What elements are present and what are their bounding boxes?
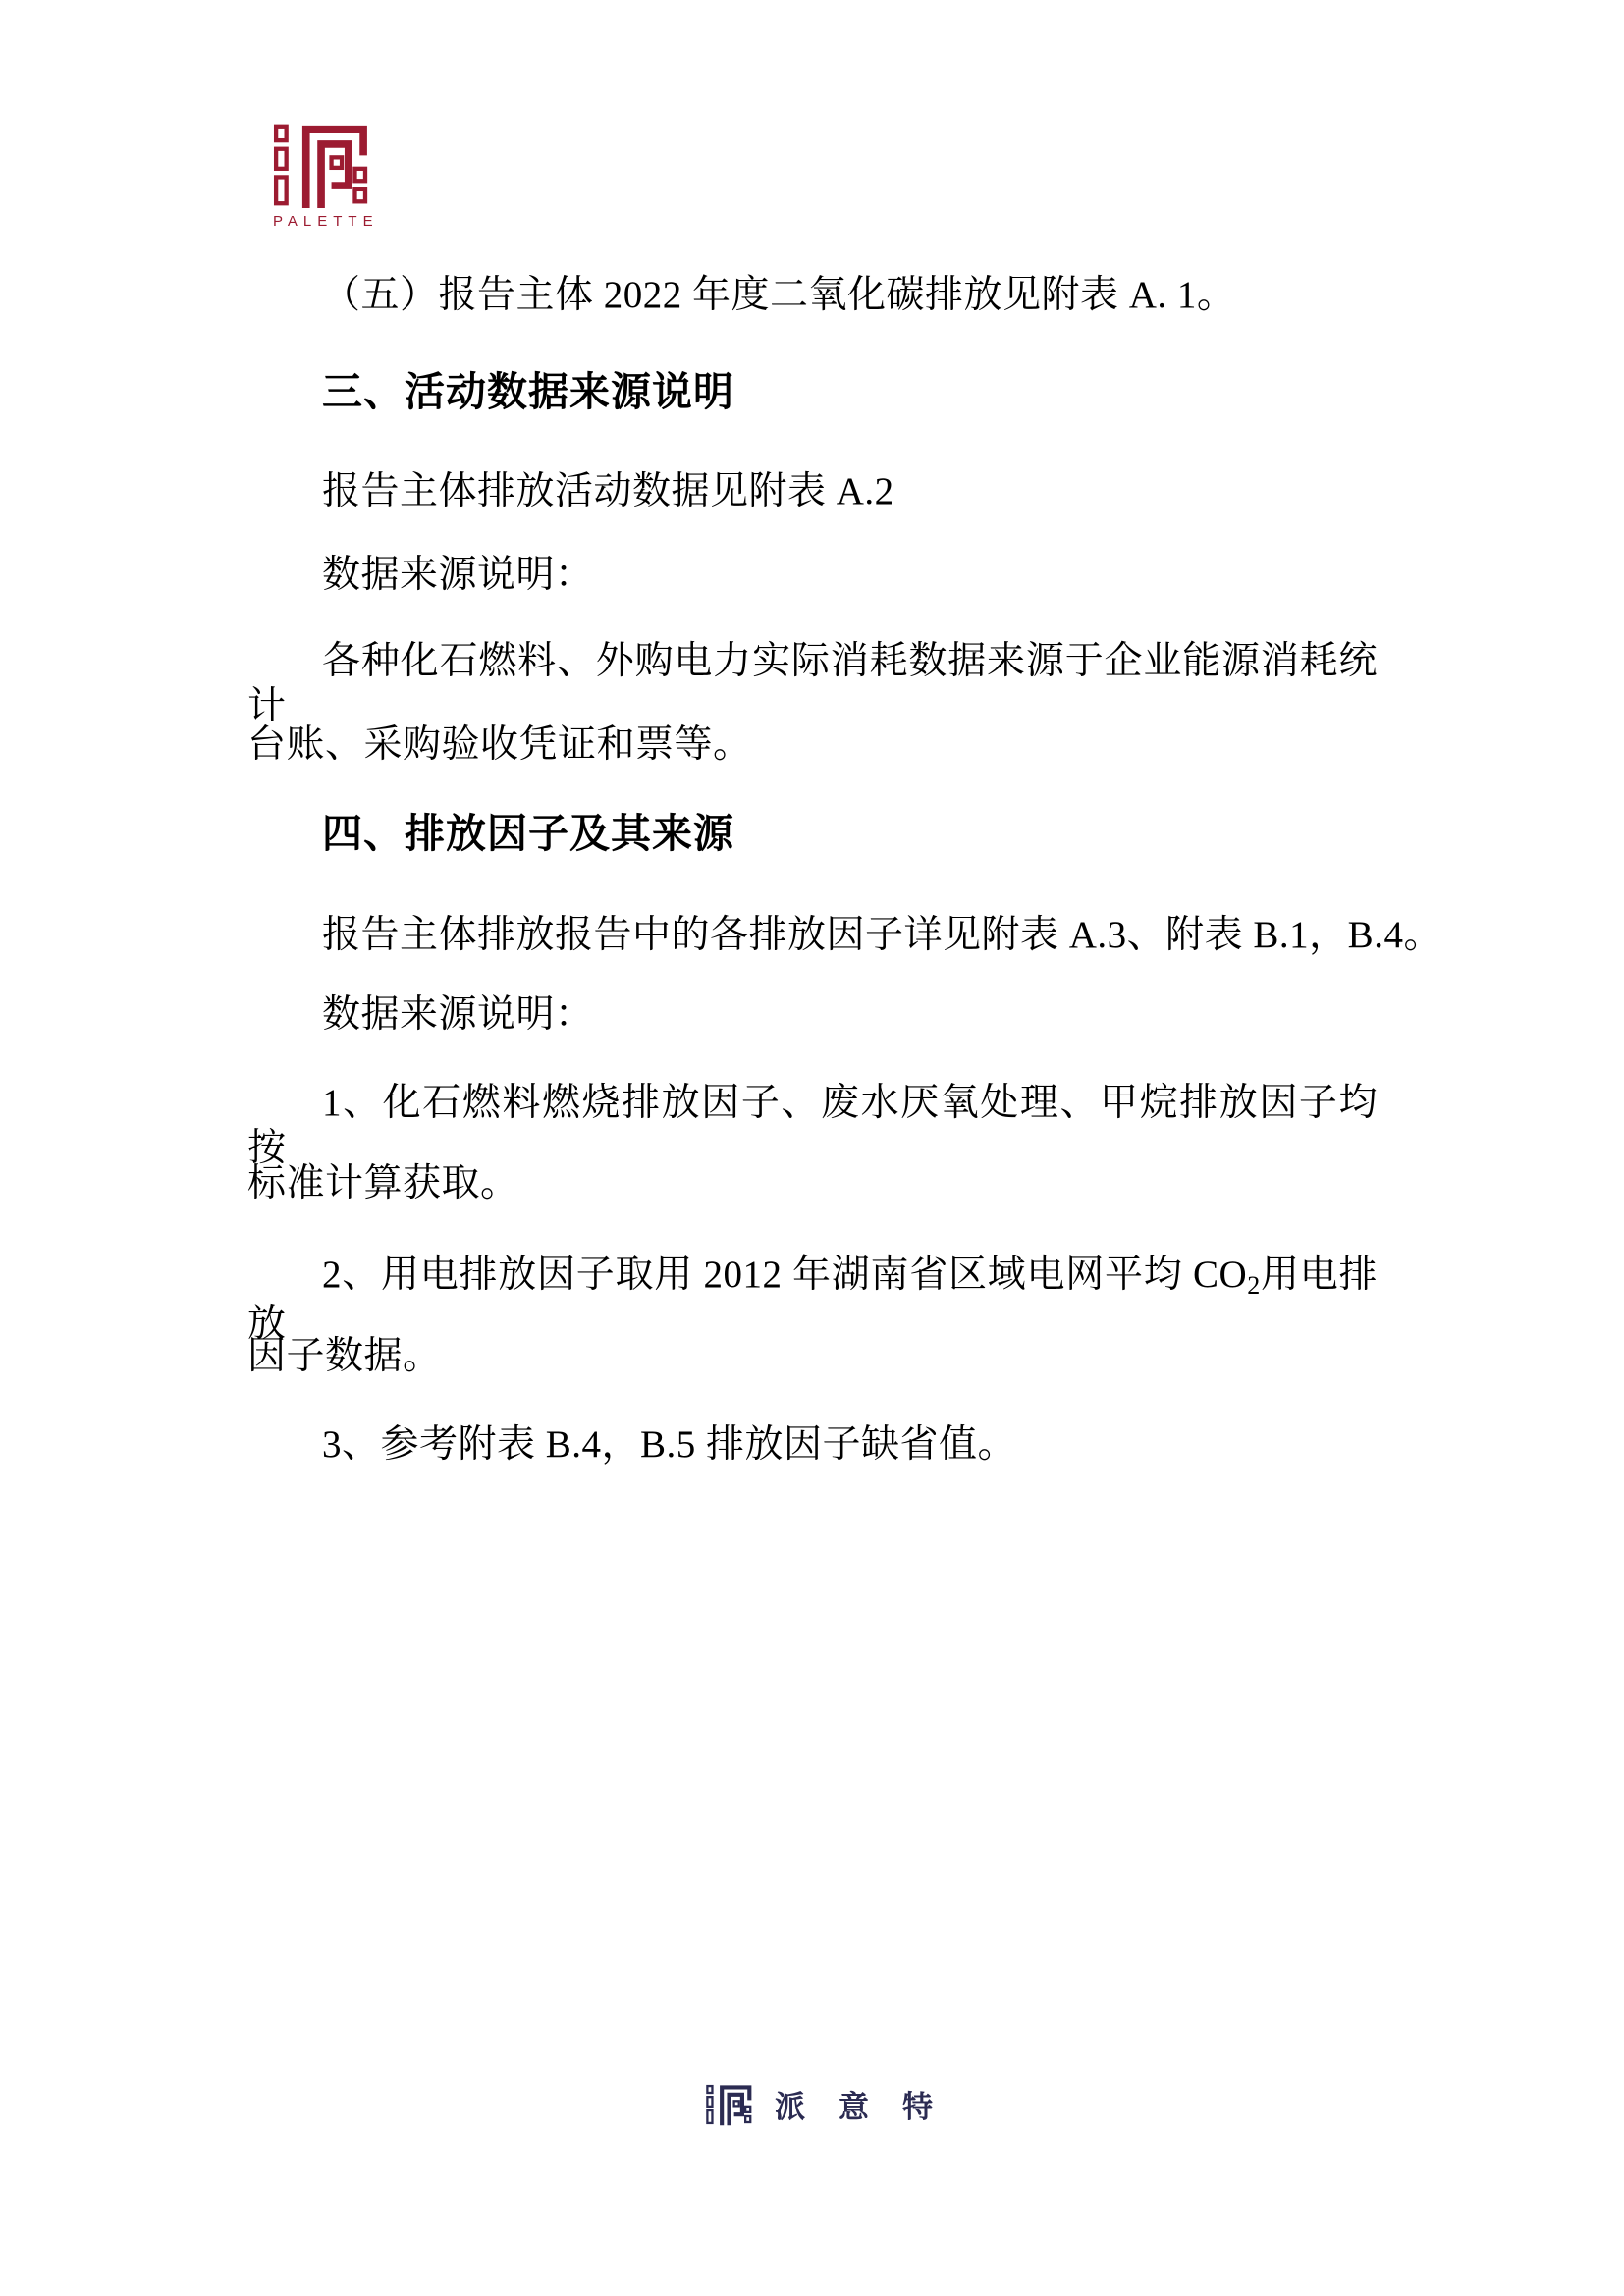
paragraph-fuel-line-2: 台账、采购验收凭证和票等。: [247, 723, 752, 766]
footer-brand-wordmark: 派意特: [775, 2090, 966, 2124]
paragraph-activity-data: 报告主体排放活动数据见附表 A.2: [322, 470, 894, 512]
section-heading-4: 四、排放因子及其来源: [322, 811, 734, 856]
co2-subscript: 2: [1247, 1271, 1261, 1300]
footer-maze-logo-icon: [706, 2083, 753, 2126]
data-source-label-2: 数据来源说明：: [322, 993, 594, 1036]
paragraph-item-5: （五）报告主体 2022 年度二氧化碳排放见附表 A. 1。: [322, 274, 1236, 316]
palette-maze-logo-icon: [273, 122, 371, 208]
list-item-2-text-post: 用电排放: [247, 1254, 1378, 1345]
list-item-2-line-1: [247, 1253, 1378, 1347]
list-item-1-line-1: 1、化石燃料燃烧排放因子、废水厌氧处理、甲烷排放因子均按: [247, 1082, 1378, 1170]
paragraph-emission-factors: 报告主体排放报告中的各排放因子详见附表 A.3、附表 B.1，B.4。: [322, 914, 1442, 956]
list-item-2-text-pre: 2、用电排放因子取用 2012 年湖南省区域电网平均 CO: [322, 1254, 1248, 1296]
paragraph-fuel-line-1: 各种化石燃料、外购电力实际消耗数据来源于企业能源消耗统计: [247, 640, 1378, 728]
data-source-label-1: 数据来源说明：: [322, 554, 594, 596]
list-item-1-line-2: 标准计算获取。: [247, 1162, 519, 1204]
header-brand-wordmark: PALETTE: [273, 213, 379, 230]
list-item-3: 3、参考附表 B.4，B.5 排放因子缺省值。: [322, 1423, 1017, 1466]
footer-brand: [706, 2082, 966, 2126]
list-item-2-line-2: 因子数据。: [247, 1335, 442, 1377]
section-heading-3: 三、活动数据来源说明: [322, 369, 734, 414]
header-brand: [273, 122, 379, 230]
